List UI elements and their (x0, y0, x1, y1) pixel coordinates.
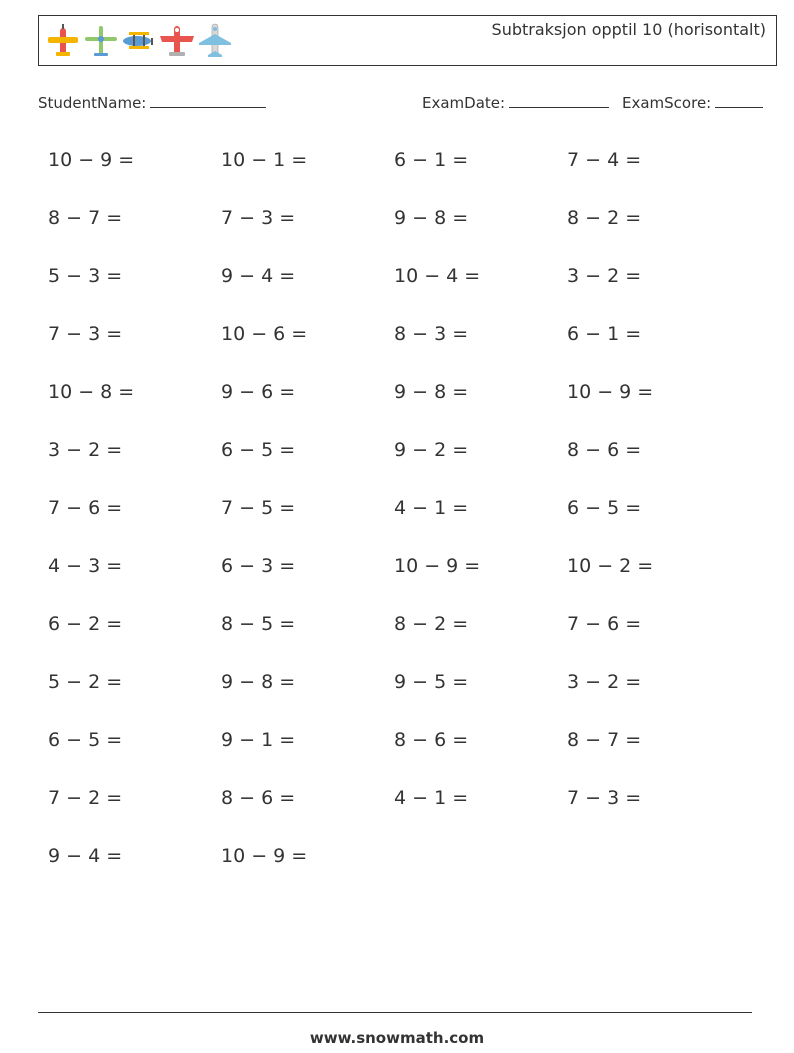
problem-item: 9 − 1 = (221, 729, 296, 751)
problem-item: 7 − 3 = (221, 207, 296, 229)
problem-item: 8 − 6 = (567, 439, 642, 461)
problem-item: 8 − 6 = (221, 787, 296, 809)
problem-item: 10 − 9 = (221, 845, 308, 867)
problem-item: 4 − 1 = (394, 497, 469, 519)
problem-item: 10 − 9 = (48, 149, 135, 171)
problem-item: 10 − 1 = (221, 149, 308, 171)
red-plane-icon (159, 22, 195, 60)
problem-item: 9 − 8 = (394, 381, 469, 403)
footer-url: www.snowmath.com (309, 1029, 485, 1047)
problem-item: 6 − 1 = (567, 323, 642, 345)
problem-item: 9 − 8 = (394, 207, 469, 229)
problem-item: 6 − 5 = (221, 439, 296, 461)
biplane-icon (121, 22, 157, 60)
problem-item: 7 − 5 = (221, 497, 296, 519)
problem-item: 6 − 3 = (221, 555, 296, 577)
student-name-label: StudentName: (38, 94, 147, 112)
problem-item: 9 − 8 = (221, 671, 296, 693)
problem-item: 3 − 2 = (48, 439, 123, 461)
problem-item: 9 − 4 = (48, 845, 123, 867)
problem-item: 3 − 2 = (567, 671, 642, 693)
problem-item: 6 − 2 = (48, 613, 123, 635)
exam-score-field[interactable] (622, 93, 763, 112)
problem-item: 8 − 5 = (221, 613, 296, 635)
problem-item: 10 − 2 = (567, 555, 654, 577)
problem-item: 8 − 6 = (394, 729, 469, 751)
student-name-field[interactable] (38, 93, 266, 112)
exam-date-label: ExamDate: (422, 94, 506, 112)
problem-item: 6 − 1 = (394, 149, 469, 171)
problem-item: 8 − 2 = (567, 207, 642, 229)
green-plane-icon (83, 22, 119, 60)
problem-item: 6 − 5 = (567, 497, 642, 519)
problem-item: 4 − 1 = (394, 787, 469, 809)
problem-item: 5 − 2 = (48, 671, 123, 693)
problem-item: 9 − 6 = (221, 381, 296, 403)
problem-item: 8 − 3 = (394, 323, 469, 345)
problem-item: 6 − 5 = (48, 729, 123, 751)
problem-item: 9 − 5 = (394, 671, 469, 693)
problem-item: 9 − 2 = (394, 439, 469, 461)
problem-item: 7 − 3 = (48, 323, 123, 345)
problem-item: 10 − 9 = (394, 555, 481, 577)
footer-divider (38, 1012, 752, 1013)
problem-item: 5 − 3 = (48, 265, 123, 287)
worksheet-title: Subtraksjon opptil 10 (horisontalt) (491, 20, 766, 39)
problem-item: 7 − 2 = (48, 787, 123, 809)
problem-item: 4 − 3 = (48, 555, 123, 577)
problem-item: 7 − 6 = (48, 497, 123, 519)
orange-plane-icon (45, 22, 81, 60)
exam-date-blank[interactable] (509, 93, 609, 108)
problem-item: 3 − 2 = (567, 265, 642, 287)
exam-score-label: ExamScore: (622, 94, 712, 112)
plane-icons (45, 22, 233, 60)
problem-item: 8 − 7 = (567, 729, 642, 751)
blue-jet-icon (197, 22, 233, 60)
problem-item: 10 − 8 = (48, 381, 135, 403)
problem-item: 9 − 4 = (221, 265, 296, 287)
problem-item: 8 − 2 = (394, 613, 469, 635)
problem-item: 10 − 9 = (567, 381, 654, 403)
header-box (38, 15, 777, 66)
problem-item: 10 − 6 = (221, 323, 308, 345)
problem-item: 7 − 4 = (567, 149, 642, 171)
problem-item: 7 − 3 = (567, 787, 642, 809)
problem-item: 10 − 4 = (394, 265, 481, 287)
exam-score-blank[interactable] (715, 93, 763, 108)
exam-date-field[interactable] (422, 93, 609, 112)
student-name-blank[interactable] (150, 93, 266, 108)
problem-item: 7 − 6 = (567, 613, 642, 635)
problem-item: 8 − 7 = (48, 207, 123, 229)
